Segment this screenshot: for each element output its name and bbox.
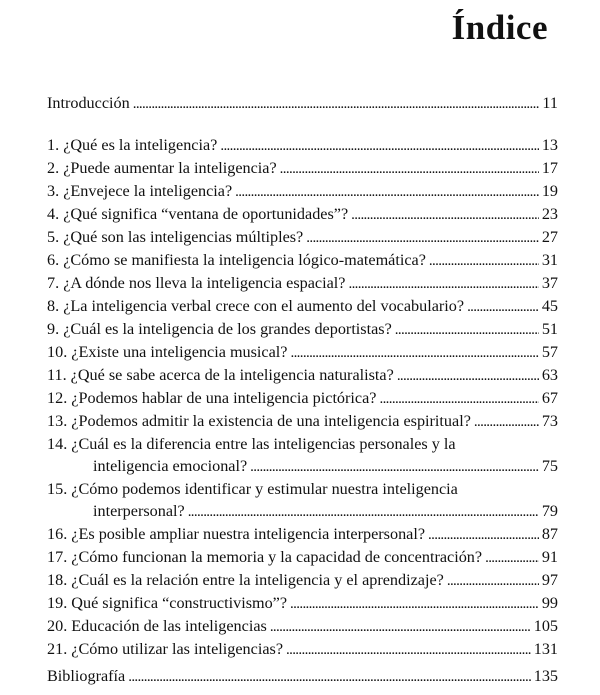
page-number: 73 <box>541 412 558 430</box>
toc-entry[interactable] <box>47 249 558 272</box>
page-number: 27 <box>541 228 558 246</box>
dot-leader <box>290 592 539 615</box>
toc-entry[interactable] <box>47 546 558 569</box>
page-number: 87 <box>541 525 558 543</box>
entry-label: 18. ¿Cuál es la relación entre la inteligencia y el aprendizaje? <box>47 571 444 589</box>
page-number: 97 <box>541 571 558 589</box>
toc-chapters <box>47 134 558 661</box>
dot-leader <box>447 569 539 592</box>
entry-label: 16. ¿Es posible ampliar nuestra inteligencia interpersonal? <box>47 525 426 543</box>
toc-entry[interactable] <box>47 523 558 546</box>
page-number: 63 <box>541 366 558 384</box>
entry-label: 4. ¿Qué significa “ventana de oportunidades”? <box>47 205 349 223</box>
page-number: 45 <box>541 297 558 315</box>
page-number: 11 <box>542 94 558 112</box>
toc-entry[interactable] <box>47 203 558 226</box>
dot-leader <box>379 387 538 410</box>
dot-leader <box>306 226 539 249</box>
page-number: 75 <box>541 457 558 475</box>
entry-label: 13. ¿Podemos admitir la existencia de una inteligencia espiritual? <box>47 412 471 430</box>
dot-leader <box>428 523 539 546</box>
toc-entry[interactable] <box>47 433 558 478</box>
entry-label: 17. ¿Cómo funcionan la memoria y la capacidad de concentración? <box>47 548 483 566</box>
page-title: Índice <box>451 8 548 47</box>
dot-leader <box>395 318 539 341</box>
entry-label: 8. ¿La inteligencia verbal crece con el aumento del vocabulario? <box>47 297 465 315</box>
entry-label-continued: interpersonal? <box>93 502 185 520</box>
page-number: 135 <box>533 667 558 685</box>
entry-label: 9. ¿Cuál es la inteligencia de los grandes deportistas? <box>47 320 392 338</box>
page-number: 105 <box>533 617 558 635</box>
toc-entry[interactable] <box>47 272 558 295</box>
dot-leader <box>485 546 539 569</box>
entry-label: 15. ¿Cómo podemos identificar y estimular nuestra inteligencia <box>47 480 458 498</box>
entry-label: 5. ¿Qué son las inteligencias múltiples? <box>47 228 304 246</box>
page-number: 13 <box>541 136 558 154</box>
page-number: 37 <box>541 274 558 292</box>
entry-label: 14. ¿Cuál es la diferencia entre las inteligencias personales y la <box>47 435 456 453</box>
entry-label: 10. ¿Existe una inteligencia musical? <box>47 343 288 361</box>
toc-entry[interactable] <box>47 478 558 523</box>
dot-leader <box>270 615 531 638</box>
page-number: 17 <box>541 159 558 177</box>
entry-label: 12. ¿Podemos hablar de una inteligencia pictórica? <box>47 389 377 407</box>
toc-entry[interactable] <box>47 410 558 433</box>
toc-entry[interactable] <box>47 134 558 157</box>
toc-entry[interactable] <box>47 318 558 341</box>
dot-leader <box>348 272 538 295</box>
toc-entry[interactable] <box>47 341 558 364</box>
page-number: 57 <box>541 343 558 361</box>
dot-leader <box>220 134 538 157</box>
entry-label: 2. ¿Puede aumentar la inteligencia? <box>47 159 277 177</box>
page-number: 31 <box>541 251 558 269</box>
entry-label-continued: inteligencia emocional? <box>93 457 248 475</box>
dot-leader <box>188 500 539 523</box>
toc-entry[interactable] <box>47 157 558 180</box>
toc-entry[interactable] <box>47 592 558 615</box>
toc-entry[interactable] <box>47 387 558 410</box>
entry-label: 6. ¿Cómo se manifiesta la inteligencia lógico-matemática? <box>47 251 426 269</box>
dot-leader <box>128 665 531 688</box>
dot-leader <box>250 455 539 478</box>
entry-label: 20. Educación de las inteligencias <box>47 617 267 635</box>
entry-label: Introducción <box>47 94 130 112</box>
entry-label: 1. ¿Qué es la inteligencia? <box>47 136 218 154</box>
page-number: 131 <box>533 640 558 658</box>
page-number: 19 <box>541 182 558 200</box>
toc-entry[interactable] <box>47 180 558 203</box>
dot-leader <box>280 157 539 180</box>
toc-intro[interactable] <box>47 92 558 115</box>
page-number: 51 <box>541 320 558 338</box>
dot-leader <box>397 364 539 387</box>
page-number: 23 <box>541 205 558 223</box>
toc-entry[interactable] <box>47 226 558 249</box>
page-number: 99 <box>541 594 558 612</box>
page-number: 91 <box>541 548 558 566</box>
entry-label: 7. ¿A dónde nos lleva la inteligencia espacial? <box>47 274 346 292</box>
dot-leader <box>290 341 538 364</box>
dot-leader <box>286 638 531 661</box>
dot-leader <box>235 180 539 203</box>
toc-entry[interactable] <box>47 569 558 592</box>
entry-label: 19. Qué significa “constructivismo”? <box>47 594 288 612</box>
toc-entry[interactable] <box>47 295 558 318</box>
page-number: 79 <box>541 502 558 520</box>
toc-bibliography[interactable] <box>47 665 558 688</box>
toc-entry[interactable] <box>47 638 558 661</box>
dot-leader <box>133 92 540 115</box>
dot-leader <box>474 410 539 433</box>
entry-label: Bibliografía <box>47 667 126 685</box>
entry-label: 3. ¿Envejece la inteligencia? <box>47 182 233 200</box>
toc-entry[interactable] <box>47 615 558 638</box>
dot-leader <box>467 295 539 318</box>
entry-label: 21. ¿Cómo utilizar las inteligencias? <box>47 640 283 658</box>
dot-leader <box>351 203 539 226</box>
entry-label: 11. ¿Qué se sabe acerca de la inteligencia naturalista? <box>47 366 394 384</box>
page-number: 67 <box>541 389 558 407</box>
dot-leader <box>429 249 539 272</box>
toc-entry[interactable] <box>47 364 558 387</box>
